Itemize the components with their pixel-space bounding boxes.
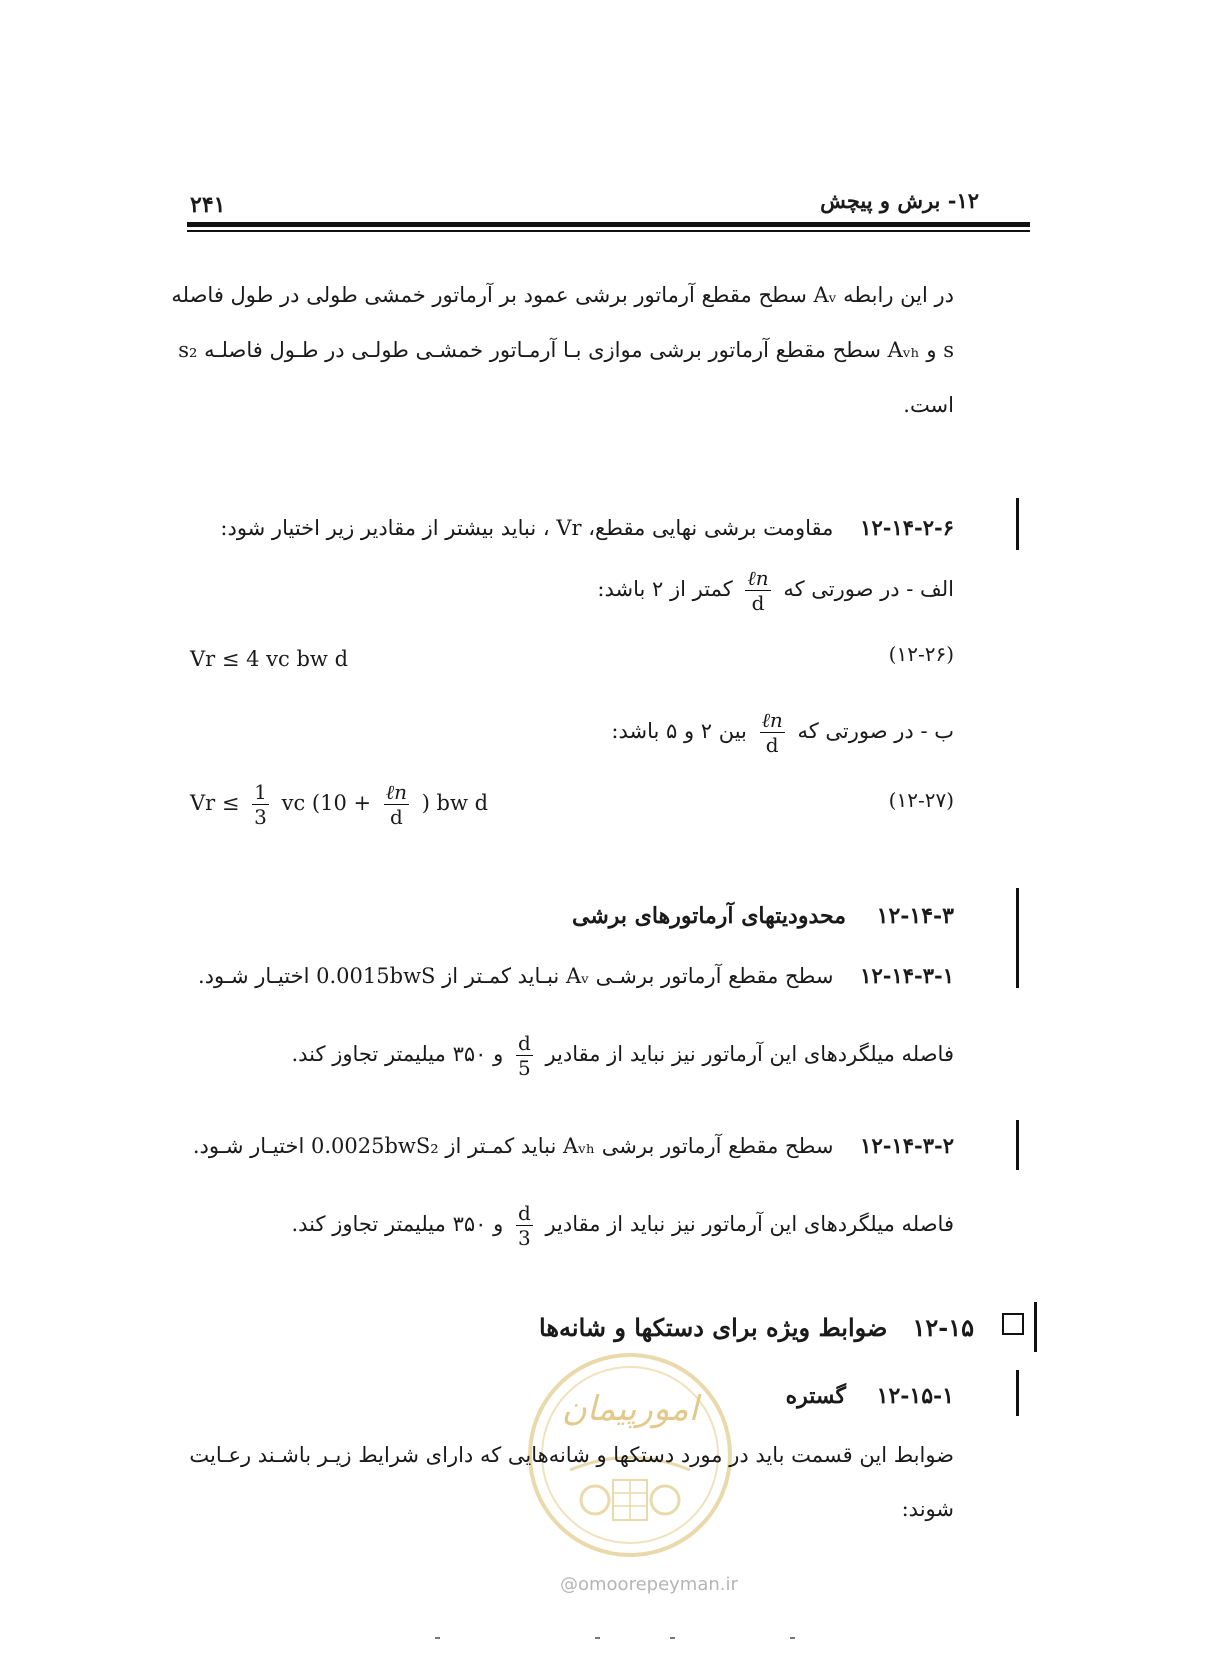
clause-3-1-text: سطح مقطع آرماتور برشـی Aᵥ نبـاید کمـتر از 0.0015bwS اختیـار شـود. bbox=[197, 964, 834, 988]
clause-3-2-spacing-prefix: فاصله میلگردهای این آرماتور نیز نباید از مقادیر bbox=[545, 1212, 954, 1236]
revision-margin-bar bbox=[1016, 498, 1019, 550]
case-b-frac-top: ℓn bbox=[761, 708, 783, 732]
section-3-heading bbox=[572, 903, 954, 929]
eq27-coef-bot: 3 bbox=[254, 805, 267, 829]
case-a-fraction bbox=[745, 568, 770, 613]
clause-3-1-spacing bbox=[291, 1033, 954, 1078]
revision-margin-bar bbox=[1016, 1120, 1019, 1170]
clause-3-1-spacing-prefix: فاصله میلگردهای این آرماتور نیز نباید از مقادیر bbox=[545, 1042, 954, 1066]
section-3-number: ۱۲-۱۴-۳ bbox=[876, 903, 954, 929]
clause-3-2-spacing bbox=[291, 1203, 954, 1248]
case-b-suffix: بین ۲ و ۵ باشد: bbox=[611, 719, 747, 743]
section-checkbox-icon bbox=[1002, 1313, 1024, 1335]
eq27-coefficient bbox=[252, 782, 269, 827]
intro-line-2: s و Aᵥₕ سطح مقطع آرماتور برشی موازی بـا آرمـاتور خمشـی طولـی در طـول فاصلـه s₂ bbox=[178, 338, 954, 362]
header-rule-thin bbox=[187, 230, 1030, 232]
equation-27-number: (۱۲-۲۷) bbox=[888, 788, 954, 812]
eq27-coef-top: 1 bbox=[254, 780, 267, 804]
equation-26: Vr ≤ 4 vc bw d bbox=[190, 647, 349, 671]
footer-scan-marks bbox=[420, 1635, 820, 1641]
eq27-frac-top: ℓn bbox=[385, 780, 407, 804]
chapter-title: ۱۲- برش و پیچش bbox=[820, 188, 979, 213]
equation-27 bbox=[190, 782, 488, 827]
clause-3-2-fraction bbox=[516, 1203, 533, 1248]
section-15-1-number: ۱۲-۱۵-۱ bbox=[876, 1383, 954, 1409]
case-b-fraction bbox=[760, 710, 785, 755]
clause-3-2-number: ۱۲-۱۴-۳-۲ bbox=[860, 1133, 954, 1158]
section-15-1-line-1: ضوابط این قسمت باید در مورد دستکها و شانه‌هایی که دارای شرایط زیـر باشـند رعـایت bbox=[189, 1443, 954, 1467]
header-rule-thick bbox=[187, 222, 1030, 227]
intro-line-1: در این رابطه Aᵥ سطح مقطع آرماتور برشی عمود بر آرماتور خمشی طولی در طول فاصله bbox=[171, 283, 954, 307]
page-number: ۲۴۱ bbox=[190, 192, 226, 218]
clause-3-1-fraction bbox=[516, 1033, 533, 1078]
section-15-heading bbox=[539, 1313, 974, 1342]
watermark-at-icon: @ bbox=[560, 1574, 578, 1595]
case-a-frac-bot: d bbox=[751, 591, 765, 615]
eq27-fraction bbox=[384, 782, 409, 827]
clause-3-2-frac-top: d bbox=[517, 1201, 531, 1225]
revision-margin-bar bbox=[1016, 1370, 1019, 1416]
section-15-1-line-2: شوند: bbox=[901, 1497, 954, 1521]
eq27-mid: vc (10 + bbox=[281, 791, 372, 815]
watermark-logo-text: امورپیمان bbox=[561, 1389, 699, 1429]
section-15-1-title: گستره bbox=[785, 1383, 846, 1409]
case-b-prefix: ب - در صورتی که bbox=[797, 719, 954, 743]
section-15-1-heading bbox=[786, 1383, 954, 1409]
clause-6 bbox=[184, 515, 954, 540]
clause-3-2-spacing-suffix: و ۳۵۰ میلیمتر تجاوز کند. bbox=[291, 1212, 504, 1236]
watermark-url bbox=[560, 1574, 738, 1595]
section-3-title: محدودیتهای آرماتورهای برشی bbox=[571, 903, 846, 929]
clause-3-2-frac-bot: 3 bbox=[517, 1226, 531, 1250]
eq27-rhs: ) bw d bbox=[421, 791, 489, 815]
clause-3-1-number: ۱۲-۱۴-۳-۱ bbox=[860, 963, 954, 988]
case-b-frac-bot: d bbox=[765, 733, 779, 757]
section-15-title: ضوابط ویژه برای دستکها و شانه‌ها bbox=[539, 1313, 888, 1342]
clause-3-1-frac-top: d bbox=[517, 1031, 531, 1055]
case-a-suffix: کمتر از ۲ باشد: bbox=[597, 577, 733, 601]
case-a-prefix: الف - در صورتی که bbox=[783, 577, 954, 601]
clause-3-1-spacing-suffix: و ۳۵۰ میلیمتر تجاوز کند. bbox=[291, 1042, 504, 1066]
case-b bbox=[611, 710, 954, 755]
clause-6-text: مقاومت برشی نهایی مقطع، Vr ، نباید بیشتر از مقادیر زیر اختیار شود: bbox=[220, 516, 834, 540]
section-15-number: ۱۲-۱۵ bbox=[912, 1313, 974, 1342]
case-a bbox=[597, 568, 954, 613]
intro-line-3: است. bbox=[903, 393, 954, 417]
clause-6-number: ۱۲-۱۴-۲-۶ bbox=[860, 515, 954, 540]
clause-3-1 bbox=[184, 963, 954, 988]
clause-3-2-text: سطح مقطع آرماتور برشی Aᵥₕ نباید کمـتر از 0.0025bwS₂ اختیـار شـود. bbox=[192, 1134, 834, 1158]
eq27-frac-bot: d bbox=[389, 805, 403, 829]
revision-margin-bar bbox=[1034, 1302, 1037, 1352]
clause-3-1-frac-bot: 5 bbox=[517, 1056, 531, 1080]
watermark-url-text: omoorepeyman.ir bbox=[578, 1574, 738, 1595]
revision-margin-bar bbox=[1016, 888, 1019, 988]
equation-26-number: (۱۲-۲۶) bbox=[888, 642, 954, 666]
case-a-frac-top: ℓn bbox=[747, 566, 769, 590]
clause-3-2 bbox=[184, 1133, 954, 1158]
eq27-lhs: Vr ≤ bbox=[190, 791, 240, 815]
